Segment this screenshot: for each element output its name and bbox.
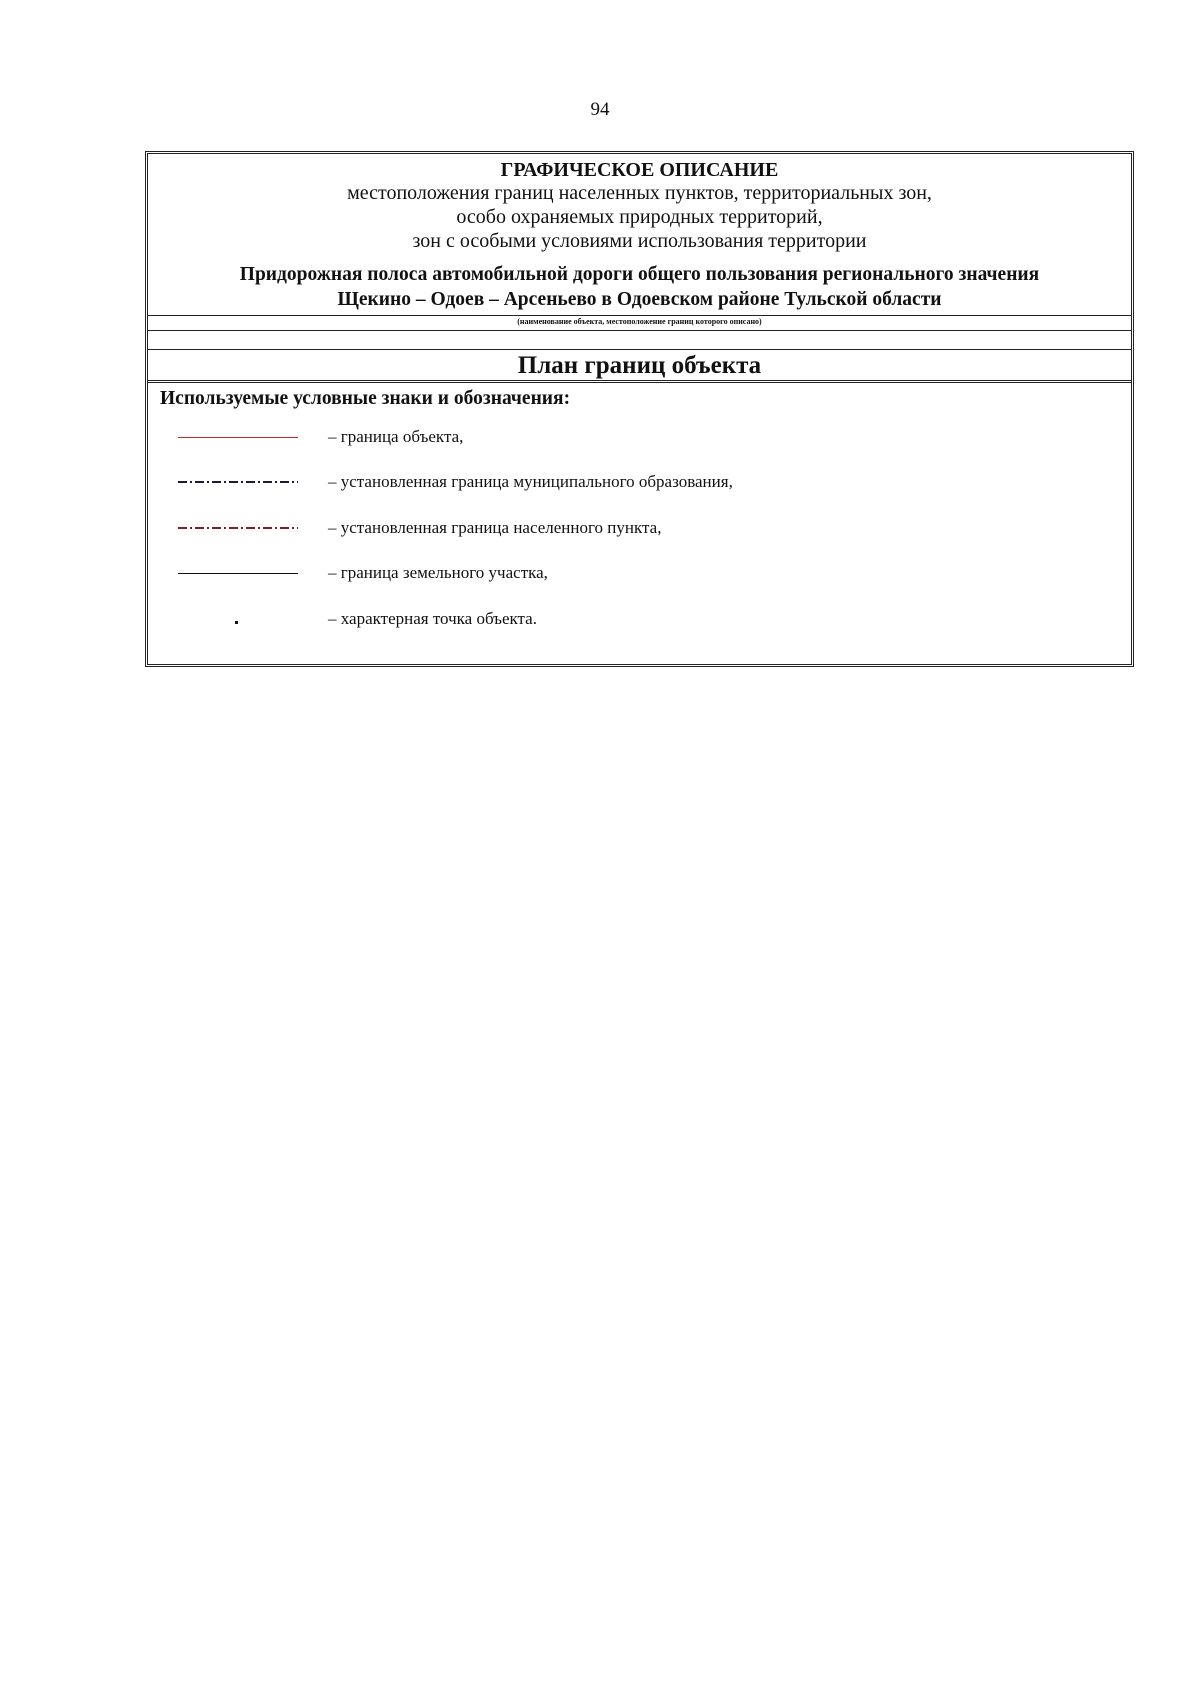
red-solid-line-symbol bbox=[178, 437, 298, 438]
legend-item-land-plot-boundary bbox=[148, 562, 1131, 586]
point-symbol-icon bbox=[235, 621, 238, 624]
legend-item-settlement-boundary bbox=[148, 517, 1131, 541]
legend-title: Используемые условные знаки и обозначения: bbox=[160, 388, 571, 409]
header-block bbox=[148, 154, 1131, 316]
plan-title: План границ объекта bbox=[148, 349, 1131, 383]
legend-label: – характерная точка объекта. bbox=[328, 609, 537, 628]
subtitle-line-3: зон с особыми условиями использования территории bbox=[412, 230, 867, 252]
black-dashdot-line-symbol bbox=[178, 481, 298, 483]
legend-label: – граница земельного участка, bbox=[328, 563, 548, 582]
document-frame bbox=[145, 151, 1134, 667]
legend-label: – граница объекта, bbox=[328, 427, 464, 446]
document-title: ГРАФИЧЕСКОЕ ОПИСАНИЕ bbox=[500, 159, 779, 181]
object-name-caption: (наименование объекта, местоположение границ которого описано) bbox=[148, 316, 1131, 331]
legend-item-object-boundary bbox=[148, 426, 1131, 450]
subtitle-line-1: местоположения границ населенных пунктов, территориальных зон, bbox=[347, 182, 932, 204]
object-name-line-2: Щекино – Одоев – Арсеньево в Одоевском районе Тульской области bbox=[337, 289, 942, 310]
subtitle-line-2: особо охраняемых природных территорий, bbox=[456, 206, 823, 228]
legend-item-municipal-boundary bbox=[148, 471, 1131, 495]
legend-label: – установленная граница населенного пункта, bbox=[328, 518, 662, 537]
red-dashdot-line-symbol bbox=[178, 527, 298, 529]
page-number: 94 bbox=[590, 99, 610, 120]
object-name-line-1: Придорожная полоса автомобильной дороги общего пользования регионального значения bbox=[239, 264, 1040, 285]
black-solid-line-symbol bbox=[178, 573, 298, 574]
legend-label: – установленная граница муниципального образования, bbox=[328, 472, 733, 491]
legend-item-characteristic-point bbox=[148, 608, 1131, 632]
object-name bbox=[148, 262, 1131, 312]
